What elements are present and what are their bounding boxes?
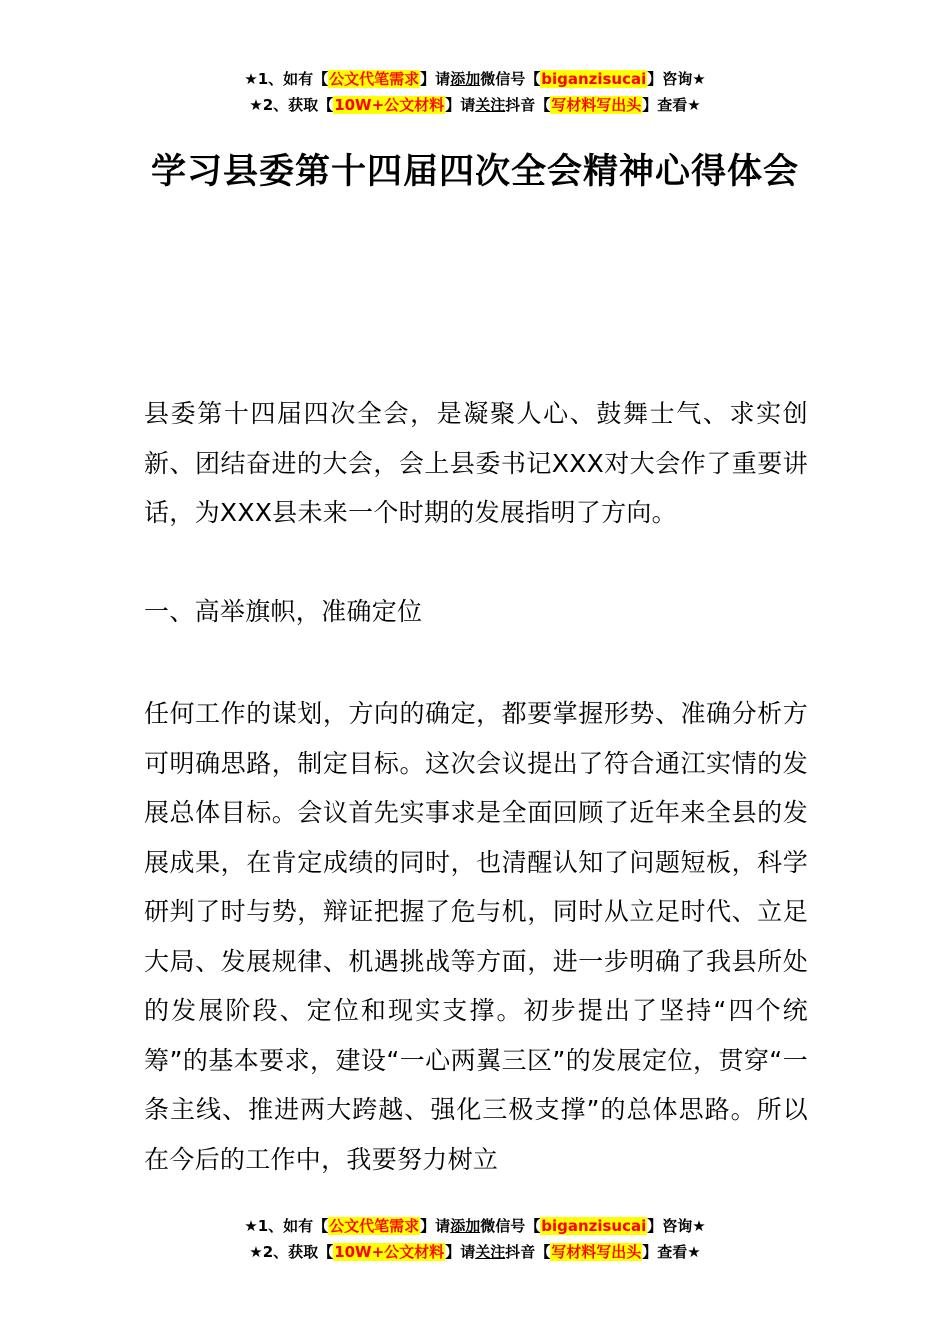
promo-line-2 (0, 92, 950, 118)
promo-text: 抖音【 (505, 96, 551, 114)
promo-text: 】请 (420, 1217, 451, 1235)
promo-highlight: 10W+公文材料 (334, 1243, 445, 1261)
promo-text: 】请 (445, 1243, 476, 1261)
promo-highlight: biganzisucai (541, 1217, 647, 1235)
promo-line-2 (0, 1239, 950, 1265)
promo-text: ★1、如有【 (244, 1217, 329, 1235)
promo-highlight: 公文代笔需求 (329, 70, 420, 88)
promo-highlight: 10W+公文材料 (334, 96, 445, 114)
promo-underlined-text: 添加 (450, 70, 481, 88)
paragraph-section-1: 任何工作的谋划，方向的确定，都要掌握形势、准确分析方可明确思路，制定目标。这次会议提出了符合通江实情的发展总体目标。会议首先实事求是全面回顾了近年来全县的发展成果，在肯定成绩的同时，也清醒认知了问题短板，科学研判了时与势，辩证把握了危与机，同时从立足时代、立足大局、发展规律、机遇挑战等方面，进一步明确了我县所处的发展阶段、定位和现实支撑。初步提出了坚持“四个统筹”的基本要求，建设“一心两翼三区”的发展定位，贯穿“一条主线、推进两大跨越、强化三极支撑”的总体思路。所以在今后的工作中，我要努力树立 (144, 699, 808, 1174)
promo-text: 】咨询★ (647, 1217, 706, 1235)
promo-text: 】查看★ (642, 1243, 701, 1261)
paragraph-intro: 县委第十四届四次全会，是凝聚人心、鼓舞士气、求实创新、团结奋进的大会，会上县委书记XXX对大会作了重要讲话，为XXX县未来一个时期的发展指明了方向。 (144, 399, 808, 527)
promo-header (0, 66, 950, 118)
promo-text: 抖音【 (505, 1243, 551, 1261)
promo-text: ★2、获取【 (249, 1243, 334, 1261)
promo-underlined-text: 关注 (475, 96, 506, 114)
promo-underlined-text: 添加 (450, 1217, 481, 1235)
promo-text: ★2、获取【 (249, 96, 334, 114)
promo-text: 】咨询★ (647, 70, 706, 88)
section-heading: 一、高举旗帜，准确定位 (144, 597, 423, 626)
promo-highlight: 写材料写出头 (551, 96, 642, 114)
promo-text: 】请 (445, 96, 476, 114)
promo-text: ★1、如有【 (244, 70, 329, 88)
promo-highlight: 公文代笔需求 (329, 1217, 420, 1235)
promo-text: 】请 (420, 70, 451, 88)
promo-underlined-text: 关注 (475, 1243, 506, 1261)
promo-highlight: 写材料写出头 (551, 1243, 642, 1261)
promo-text: 微信号【 (480, 70, 541, 88)
promo-highlight: biganzisucai (541, 70, 647, 88)
promo-line-1 (0, 1213, 950, 1239)
promo-text: 】查看★ (642, 96, 701, 114)
promo-line-1 (0, 66, 950, 92)
document-title: 学习县委第十四届四次全会精神心得体会 (150, 152, 799, 192)
promo-text: 微信号【 (480, 1217, 541, 1235)
promo-footer (0, 1213, 950, 1265)
